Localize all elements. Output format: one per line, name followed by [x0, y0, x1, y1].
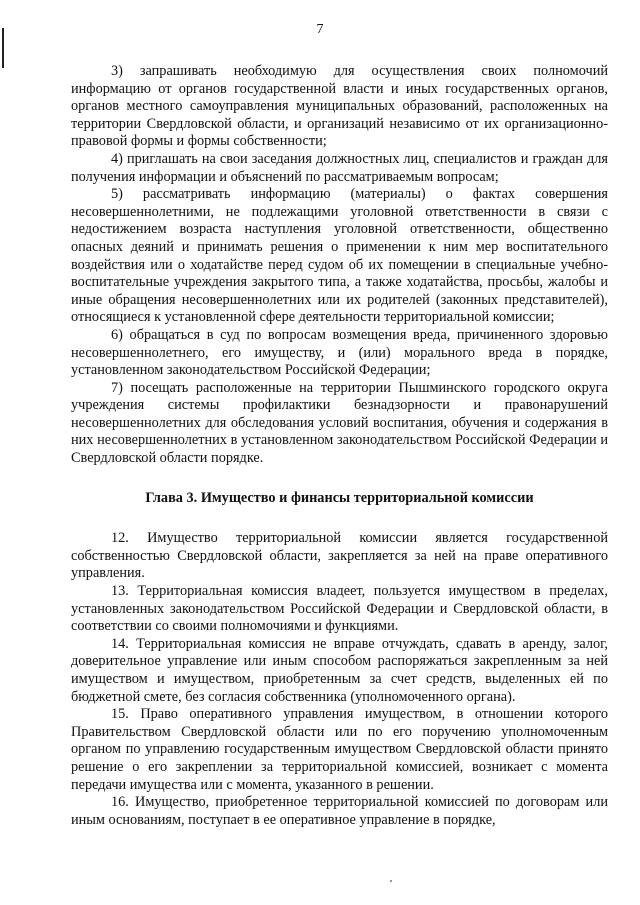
clause-12: 12. Имущество территориальной комиссии является государственной собственностью Свердловской области, закрепляется за ней на праве оперативного управления.: [71, 530, 608, 582]
list-item-3: 3) запрашивать необходимую для осуществления своих полномочий информацию от органов государственной власти и иных государственных органов, органов местного самоуправления муниципальных образований, расположенных на территории Свердловской области, и организаций независимо от их организационно-правовой формы и формы собственности;: [71, 63, 608, 150]
list-item-6: 6) обращаться в суд по вопросам возмещения вреда, причиненного здоровью несовершеннолетнего, его имуществу, и (или) морального вреда в порядке, установленном законодательством Российской Федерации;: [71, 326, 608, 379]
clause-13: 13. Территориальная комиссия владеет, пользуется имуществом в пределах, установленных законодательством Российской Федерации и Свердловской области, в соответствии со своими полномочиями и функциями.: [71, 583, 608, 635]
scan-dot-mark: [390, 880, 392, 882]
list-item-4: 4) приглашать на свои заседания должностных лиц, специалистов и граждан для получения информации и объяснений по рассматриваемым вопросам;: [71, 150, 608, 185]
clause-14: 14. Территориальная комиссия не вправе отчуждать, сдавать в аренду, залог, доверительное управление или иным способом распоряжаться закрепленным за ней имуществом и имуществом, приобретенным за счет средств, выделенных ей по бюджетной смете, без согласия собственника (уполномоченного органа).: [71, 635, 608, 705]
document-body: [71, 63, 608, 829]
clause-15: 15. Право оперативного управления имуществом, в отношении которого Правительством Свердловской области или по его поручению уполномоченным органом по управлению государственным имуществом Свердловской области принято решение о его закреплении за территориальной комиссией, возникает с момента передачи имущества или с момента, указанного в решении.: [71, 706, 608, 793]
list-item-5: 5) рассматривать информацию (материалы) о фактах совершения несовершеннолетними, не подлежащими уголовной ответственности в связи с недостижением возраста наступления уголовной ответственности, общественно опасных деяний и принимать решения о применении к ним мер воспитательного воздействия или о ходатайстве перед судом об их помещении в специальные учебно-воспитательные учреждения закрытого типа, а также ходатайства, просьбы, жалобы и иные обращения несовершеннолетних или их родителей (законных представителей), относящиеся к установленной сфере деятельности территориальной комиссии;: [71, 186, 608, 326]
page-number: 7: [316, 22, 324, 37]
clause-16: 16. Имущество, приобретенное территориальной комиссией по договорам или иным основаниям, поступает в ее оперативное управление в порядке,: [71, 794, 608, 828]
list-item-7: 7) посещать расположенные на территории Пышминского городского округа учреждения системы профилактики безнадзорности и правонарушений несовершеннолетних для обследования условий воспитания, обучения и содержания в них несовершеннолетних в установленном законодательством Российской Федерации и Свердловской области порядке.: [71, 379, 608, 467]
chapter-heading: Глава 3. Имущество и финансы территориальной комиссии: [145, 489, 534, 506]
